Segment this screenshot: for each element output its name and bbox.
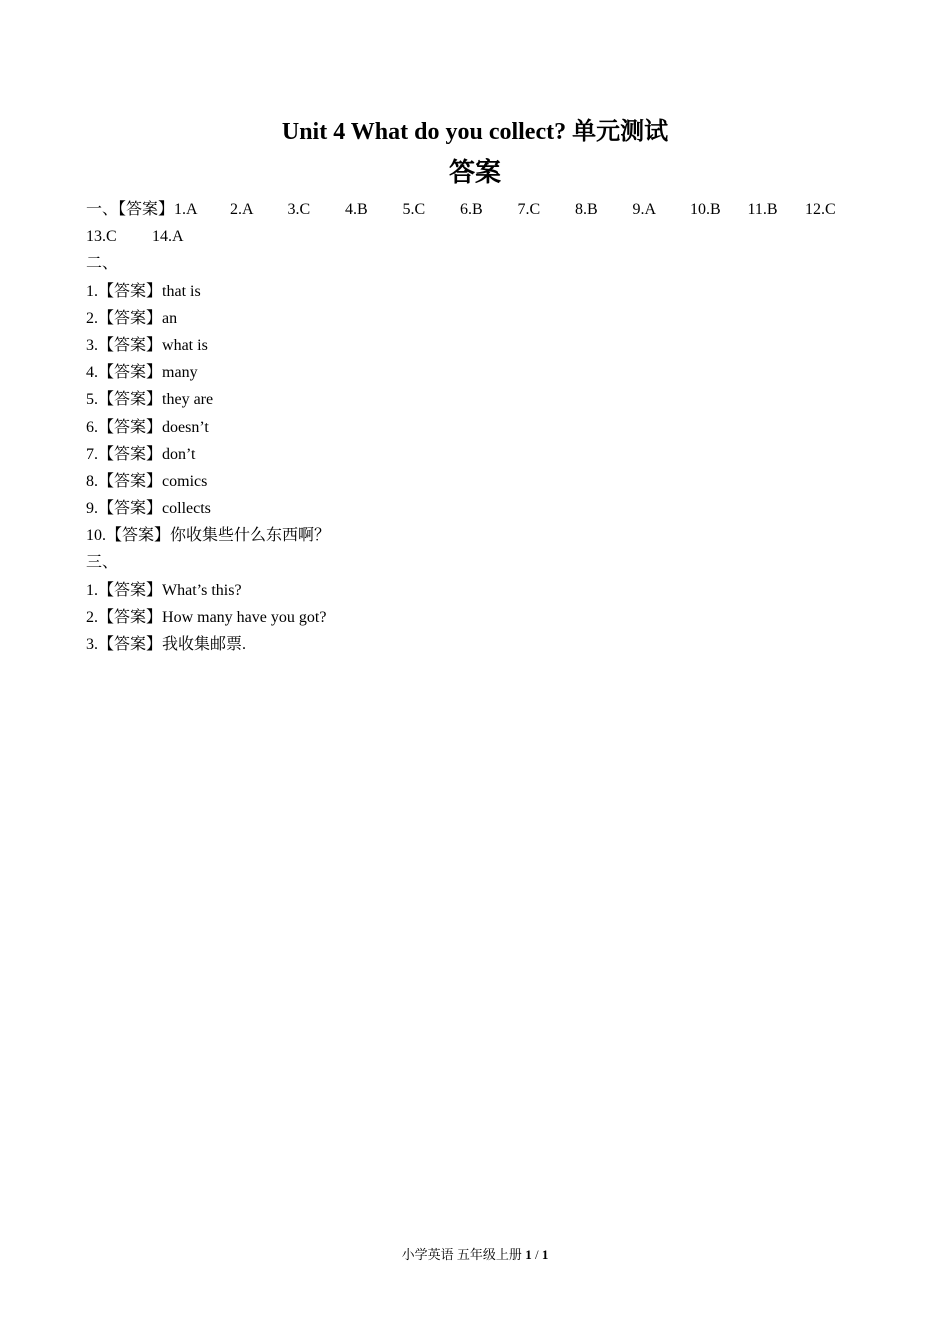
list-item [86, 386, 876, 413]
mc-answer: 1.A [174, 201, 198, 218]
list-item [86, 468, 876, 495]
item-number: 3. [86, 336, 98, 354]
mc-answer: 7.C [517, 201, 541, 218]
mc-answer: 14.A [152, 228, 184, 246]
answer-text: doesn’t [162, 418, 209, 436]
answer-tag: 【答案】 [98, 500, 163, 518]
mc-answer: 12.C [805, 201, 836, 218]
item-number: 2. [86, 608, 98, 626]
mc-answer: 3.C [287, 201, 311, 218]
list-item [86, 577, 876, 604]
list-item [86, 604, 876, 631]
answer-text: comics [162, 472, 208, 490]
document-title: Unit 4 What do you collect? 单元测试 [281, 119, 669, 145]
mc-answer: 9.A [632, 201, 657, 218]
answer-tag: 【答案】 [98, 445, 163, 463]
list-item [86, 359, 876, 386]
answer-text: How many have you got? [162, 608, 327, 626]
list-item [86, 278, 876, 305]
list-item [86, 522, 876, 549]
answer-text: what is [162, 336, 208, 354]
item-number: 2. [86, 309, 98, 327]
item-number: 1. [86, 581, 98, 599]
item-number: 5. [86, 391, 98, 409]
answer-tag: 【答案】 [98, 608, 163, 626]
mc-answer: 4.B [345, 201, 368, 218]
answer-tag: 【答案】 [98, 336, 163, 354]
answer-text: 我收集邮票. [162, 636, 247, 653]
answer-text: they are [162, 391, 214, 409]
answer-tag: 【答案】 [98, 581, 163, 599]
answer-tag: 【答案】 [98, 418, 163, 436]
list-item [86, 495, 876, 522]
item-number: 7. [86, 445, 98, 463]
list-item [86, 441, 876, 468]
item-number: 9. [86, 500, 98, 518]
answer-text: collects [162, 500, 211, 518]
answer-tag: 【答案】 [98, 391, 163, 409]
mc-answer: 11.B [747, 201, 778, 218]
section1-row1 [86, 196, 876, 223]
answer-text: What’s this? [162, 581, 242, 599]
answer-text: an [162, 309, 178, 327]
answer-tag: 【答案】 [98, 472, 163, 490]
answer-tag: 【答案】 [98, 309, 163, 327]
answer-text: 你收集些什么东西啊？ [170, 527, 331, 545]
item-number: 4. [86, 364, 98, 382]
section3-heading: 三、 [86, 554, 119, 572]
footer-page-number: 1 [525, 1247, 532, 1262]
document-subtitle: 答案 [448, 158, 501, 187]
footer-page-total: 1 [541, 1247, 549, 1262]
page-footer [0, 1246, 950, 1264]
list-item [86, 332, 876, 359]
footer-subject: 小学英语 五年级上册 [401, 1247, 522, 1262]
list-item [86, 305, 876, 332]
answer-text: that is [162, 282, 201, 300]
mc-answer: 2.A [230, 201, 254, 218]
answer-tag: 【答案】 [98, 636, 163, 653]
mc-answer: 5.C [402, 201, 426, 218]
section1-row2 [86, 223, 876, 250]
item-number: 6. [86, 418, 98, 436]
answer-text: many [162, 364, 198, 382]
item-number: 10. [86, 527, 106, 545]
mc-answer: 10.B [690, 201, 721, 218]
item-number: 1. [86, 282, 98, 300]
list-item [86, 414, 876, 441]
answer-tag: 【答案】 [98, 364, 163, 382]
mc-answer: 6.B [460, 201, 483, 218]
mc-answer: 8.B [575, 201, 598, 218]
answer-content [86, 196, 876, 658]
item-number: 8. [86, 472, 98, 490]
section1-heading: 一、【答案】 [86, 201, 175, 218]
item-number: 3. [86, 636, 98, 653]
section2-heading: 二、 [86, 255, 119, 273]
answer-text: don’t [162, 445, 196, 463]
answer-tag: 【答案】 [106, 527, 171, 545]
footer-page-separator: / [534, 1247, 539, 1262]
answer-tag: 【答案】 [98, 282, 163, 300]
mc-answer: 13.C [86, 228, 117, 246]
list-item [86, 631, 876, 658]
